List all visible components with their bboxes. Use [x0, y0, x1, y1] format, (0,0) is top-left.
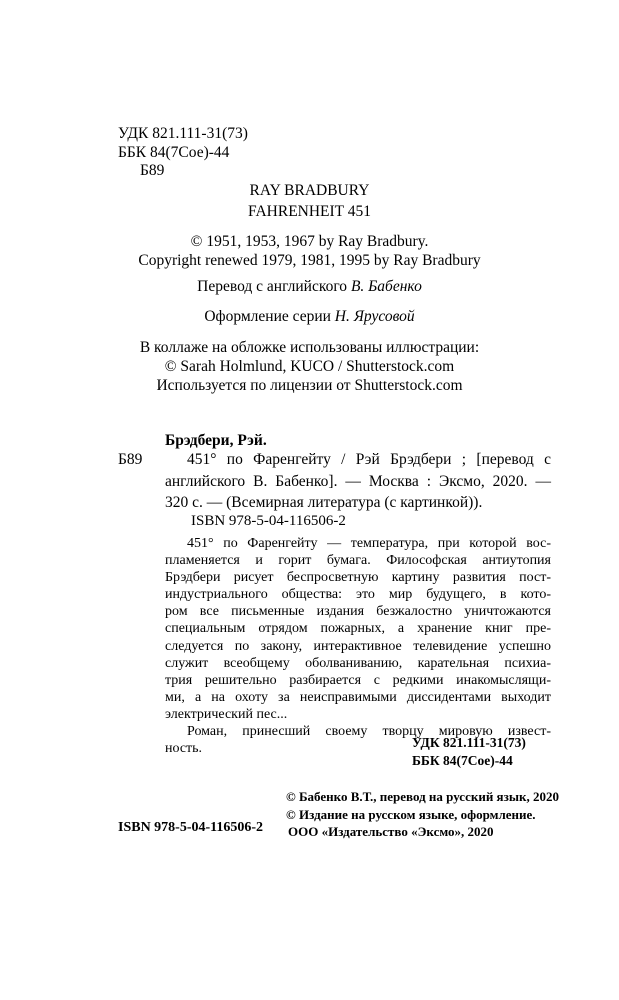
- footer-copyright-line: © Издание на русском языке, оформление.: [286, 806, 536, 822]
- author-sign: Б89: [140, 162, 165, 179]
- translator-name: В. Бабенко: [350, 278, 422, 295]
- biblio-line: английского В. Бабенко]. — Москва : Эксмо, 2020. —: [165, 472, 551, 490]
- translation-label: Перевод с английского: [197, 278, 348, 295]
- annotation-line: специальным отрядом пожарных, а хранение книг пре-: [165, 621, 551, 637]
- original-author: RAY BRADBURY: [249, 182, 370, 199]
- annotation-line: служит всеобщему оболваниванию, карательная психиа-: [165, 655, 551, 671]
- annotation-line: Брэдбери рисует беспросветную картину развития пост-: [165, 570, 551, 586]
- footer-udk: УДК 821.111-31(73): [412, 735, 526, 750]
- design-label: Оформление серии: [204, 308, 331, 325]
- footer-codes: [412, 734, 526, 770]
- annotation-line: ром все письменные издания безжалостно уничтожаются: [165, 604, 551, 620]
- bbk-code: ББК 84(7Сое)-44: [118, 143, 230, 161]
- original-title-block: [0, 181, 619, 221]
- annotation-line: электрический пес...: [165, 706, 288, 722]
- bibliographic-description: [165, 449, 551, 514]
- footer-copyright-line: ООО «Издательство «Эксмо», 2020: [288, 824, 494, 839]
- original-copyright: [0, 232, 619, 270]
- annotation: [165, 535, 551, 757]
- original-title: FAHRENHEIT 451: [248, 203, 371, 220]
- annotation-line: ность.: [165, 741, 203, 757]
- annotation-line: следуется по закону, интерактивное телевидение успешно: [165, 638, 551, 654]
- footer-copyright-line: © Бабенко В.Т., перевод на русский язык, 2020: [286, 789, 559, 804]
- annotation-line: трия решительно разбирается с редкими инакомыслящи-: [165, 672, 551, 688]
- translation-credit: [0, 277, 619, 296]
- collage-credit: [0, 338, 619, 395]
- biblio-author-heading: Брэдбери, Рэй.: [165, 432, 267, 449]
- copyright-line-2: Copyright renewed 1979, 1981, 1995 by Ray Bradbury: [138, 252, 481, 269]
- annotation-line: индустриального общества: это мир будущего, в кото-: [165, 587, 551, 603]
- collage-line: Используется по лицензии от Shutterstock.com: [156, 377, 463, 394]
- collage-line: © Sarah Holmlund, KUCO / Shutterstock.com: [164, 358, 455, 375]
- annotation-line: ми, а на охоту за неисправимыми диссидентами выходит: [165, 689, 551, 705]
- classification-codes: [118, 125, 248, 181]
- biblio-line: 320 с. — (Всемирная литература (с картинкой)).: [165, 494, 483, 511]
- design-credit: [0, 307, 619, 326]
- biblio-isbn: ISBN 978-5-04-116506-2: [191, 513, 346, 529]
- biblio-line: 451° по Фаренгейту / Рэй Брэдбери ; [перевод с: [187, 451, 551, 468]
- annotation-line: 451° по Фаренгейту — температура, при которой вос-: [187, 536, 551, 551]
- biblio-author-sign: Б89: [118, 451, 143, 468]
- udk-code: УДК 821.111-31(73): [118, 125, 248, 142]
- annotation-line: пламеняется и горит бумага. Философская антиутопия: [165, 553, 551, 569]
- copyright-line-1: © 1951, 1953, 1967 by Ray Bradbury.: [190, 233, 429, 250]
- footer-isbn: ISBN 978-5-04-116506-2: [118, 820, 264, 835]
- annotation-line: Роман, принесший своему творцу мировую извест-: [187, 724, 551, 740]
- collage-line: В коллаже на обложке использованы иллюстрации:: [139, 339, 480, 356]
- designer-name: Н. Ярусовой: [334, 308, 415, 325]
- footer-bbk: ББК 84(7Сое)-44: [412, 753, 513, 768]
- footer-copyright: [286, 788, 559, 841]
